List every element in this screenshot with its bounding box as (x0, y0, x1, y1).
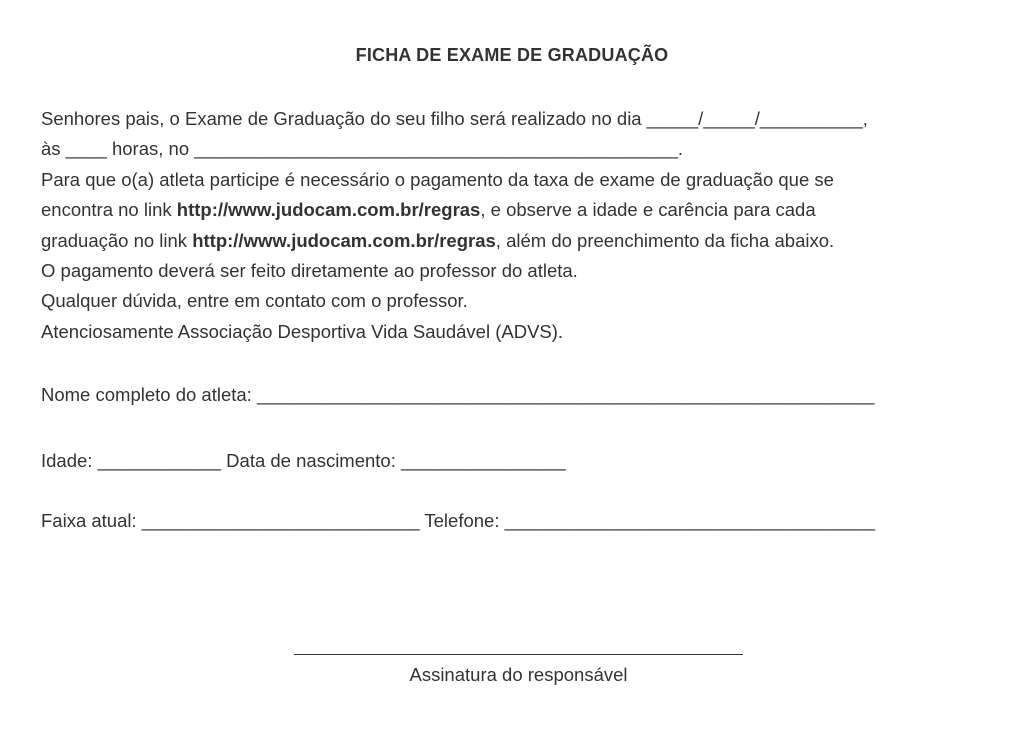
signature-label: Assinatura do responsável (409, 664, 628, 685)
contact-line: Qualquer dúvida, entre em contato com o professor. (41, 290, 468, 312)
payment-requirement-line: Para que o(a) atleta participe é necessário o pagamento da taxa de exame de graduação que se (41, 168, 834, 190)
graduation-link-prefix: graduação no link (41, 229, 193, 251)
payment-instruction-line: O pagamento deverá ser feito diretamente ao professor do atleta. (41, 260, 578, 282)
fee-link-suffix: , e observe a idade e carência para cada (480, 199, 816, 221)
athlete-name-field: Nome completo do atleta: ____________________________________________________________ (41, 384, 875, 405)
age-birthdate-field: Idade: ____________ Data de nascimento: ________________ (41, 450, 566, 471)
signature-line (294, 654, 743, 655)
belt-phone-field: Faixa atual: ___________________________ Telefone: ____________________________________ (41, 510, 875, 531)
graduation-link-suffix: , além do preenchimento da ficha abaixo. (495, 229, 835, 251)
exam-time-place-line: às ____ horas, no _______________________________________________. (41, 138, 683, 160)
graduation-link: http://www.judocam.com.br/regras (192, 229, 496, 251)
fee-link-prefix: encontra no link (41, 199, 177, 221)
exam-date-line: Senhores pais, o Exame de Graduação do seu filho será realizado no dia _____/_____/__________, (41, 108, 868, 129)
fee-link-line (41, 195, 1001, 225)
closing-line: Atenciosamente Associação Desportiva Vida Saudável (ADVS). (41, 320, 564, 342)
fee-link: http://www.judocam.com.br/regras (176, 199, 481, 221)
document-title: FICHA DE EXAME DE GRADUAÇÃO (355, 45, 669, 65)
instructions-paragraph (41, 104, 1001, 347)
graduation-link-line (41, 226, 1001, 256)
